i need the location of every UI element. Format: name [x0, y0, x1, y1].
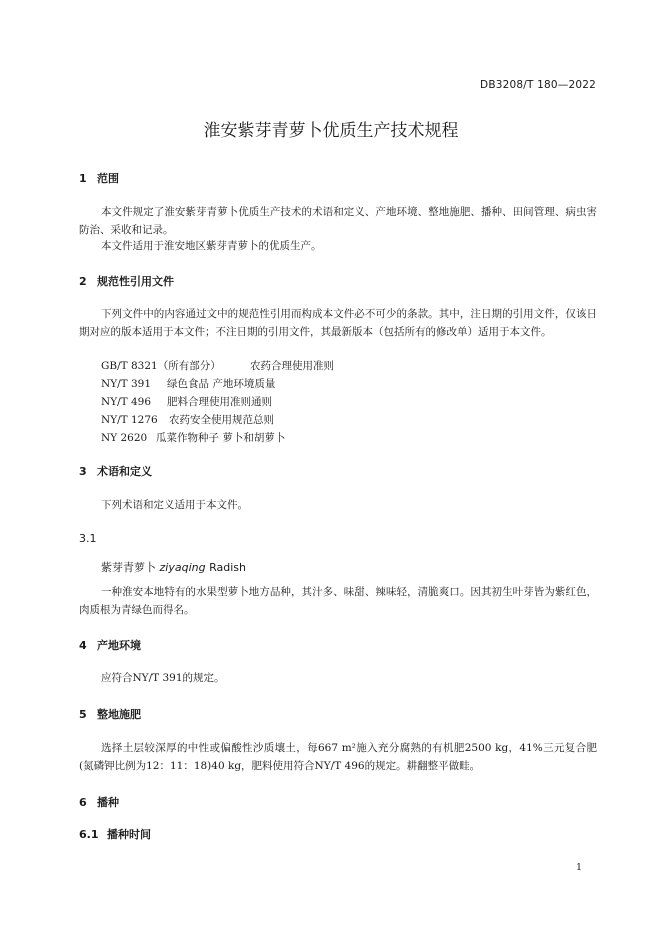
section-number: 1 — [79, 172, 87, 185]
section-number: 4 — [79, 639, 87, 652]
term-english-italic: ziyaqing — [159, 561, 206, 574]
section-1-heading — [79, 170, 119, 186]
reference-code: NY/T 391 — [101, 378, 152, 390]
section-4-paragraph-1: 应符合NY/T 391的规定。 — [101, 672, 225, 684]
term-definition: 一种淮安本地特有的水果型萝卜地方品种，其汁多、味甜、辣味轻，清脆爽口。因其初生叶芽皆为紫红色，肉质根为青绿色而得名。 — [79, 586, 597, 616]
reference-item — [101, 358, 334, 373]
subsection-title: 播种时间 — [107, 828, 151, 841]
section-6-heading — [79, 794, 119, 810]
section-title: 整地施肥 — [97, 708, 141, 721]
subsection-3-1-number: 3.1 — [79, 532, 97, 545]
term-entry — [101, 559, 246, 575]
section-5-paragraph-1: 选择土层较深厚的中性或偏酸性沙质壤土，每667 m²施入充分腐熟的有机肥2500 kg，41%三元复合肥(氮磷钾比例为12：11：18)40 kg，肥料使用符合NY/T 496的规定。耕翻整平做畦。 — [79, 742, 597, 772]
section-number: 2 — [79, 275, 87, 288]
subsection-6-1-heading — [79, 826, 151, 842]
document-number: DB3208/T 180—2022 — [480, 79, 596, 91]
reference-name: 绿色食品 产地环境质量 — [167, 378, 276, 390]
section-title: 播种 — [97, 796, 119, 809]
section-2-heading — [79, 273, 174, 289]
section-title: 范围 — [97, 172, 119, 185]
term-english: Radish — [209, 561, 246, 574]
section-1-paragraph-2: 本文件适用于淮安地区紫芽青萝卜的优质生产。 — [101, 240, 322, 252]
section-4-heading — [79, 637, 141, 653]
term-chinese: 紫芽青萝卜 — [101, 561, 156, 574]
reference-code: NY/T 496 — [101, 396, 152, 408]
subsection-number: 6.1 — [79, 828, 99, 841]
section-number: 3 — [79, 465, 87, 478]
reference-item — [101, 394, 272, 409]
section-title: 产地环境 — [97, 639, 141, 652]
section-title: 术语和定义 — [97, 465, 152, 478]
page-title: 淮安紫芽青萝卜优质生产技术规程 — [203, 121, 459, 141]
section-5-heading — [79, 706, 141, 722]
reference-item — [101, 430, 285, 445]
section-number: 6 — [79, 796, 87, 809]
reference-name: 肥料合理使用准则通则 — [167, 396, 272, 408]
reference-item — [101, 376, 275, 391]
section-3-heading — [79, 463, 152, 479]
reference-name: 农药合理使用准则 — [250, 360, 334, 372]
section-number: 5 — [79, 708, 87, 721]
reference-name: 农药安全使用规范总则 — [169, 414, 274, 426]
section-2-paragraph-1: 下列文件中的内容通过文中的规范性引用而构成本文件必不可少的条款。其中，注日期的引用文件，仅该日期对应的版本适用于本文件；不注日期的引用文件，其最新版本（包括所有的修改单）适用于本文件。 — [79, 308, 597, 338]
reference-code: NY 2620 — [101, 432, 148, 444]
section-1-paragraph-1: 本文件规定了淮安紫芽青萝卜优质生产技术的术语和定义、产地环境、整地施肥、播种、田间管理、病虫害防治、采收和记录。 — [79, 206, 597, 236]
reference-name: 瓜菜作物种子 萝卜和胡萝卜 — [156, 432, 286, 444]
page-number: 1 — [575, 862, 582, 873]
section-title: 规范性引用文件 — [97, 275, 174, 288]
reference-item — [101, 412, 274, 427]
reference-code: GB/T 8321（所有部分） — [101, 360, 221, 372]
reference-code: NY/T 1276 — [101, 414, 158, 426]
section-3-paragraph-1: 下列术语和定义适用于本文件。 — [101, 499, 248, 511]
